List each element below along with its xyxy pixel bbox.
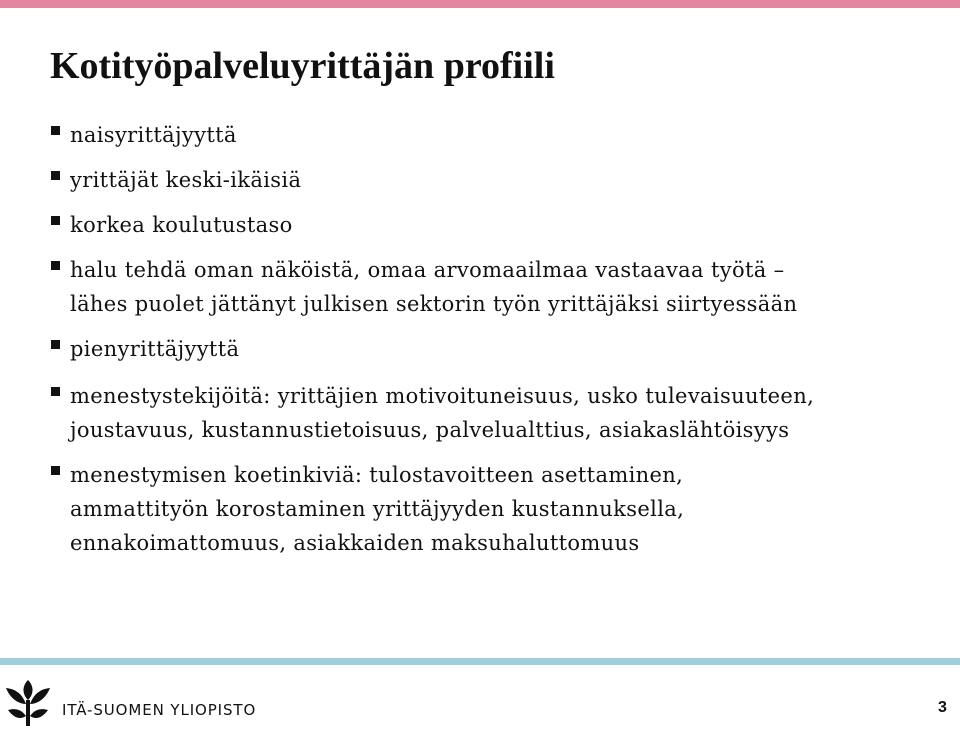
bullet-marker-icon [51, 387, 60, 396]
bottom-accent-bar [0, 658, 960, 665]
bullet-text [70, 163, 950, 197]
bullet-text [70, 253, 950, 321]
top-accent-bar [0, 0, 960, 8]
bullet-line: yrittäjät keski-ikäisiä [70, 168, 302, 192]
bullet-marker-icon [51, 340, 60, 349]
bullet-line: korkea koulutustaso [70, 213, 293, 237]
bullet-line: joustavuus, kustannustietoisuus, palvelualttius, asiakaslähtöisyys [70, 418, 790, 442]
bullet-line: halu tehdä oman näköistä, omaa arvomaailmaa vastaavaa työtä – [70, 258, 785, 282]
page-number: 3 [938, 699, 947, 716]
bullet-text [70, 379, 950, 447]
bullet-text [70, 332, 950, 366]
bullet-marker-icon [51, 466, 60, 475]
slide-title: Kotityöpalveluyrittäjän profiili [50, 45, 555, 87]
bullet-line: ammattityön korostaminen yrittäjyyden kustannuksella, [70, 497, 685, 521]
bullet-marker-icon [51, 216, 60, 225]
bullet-text [70, 458, 950, 560]
bullet-line: menestymisen koetinkiviä: tulostavoitteen asettaminen, [70, 463, 684, 487]
bullet-line: lähes puolet jättänyt julkisen sektorin työn yrittäjäksi siirtyessään [70, 292, 798, 316]
bullet-text [70, 118, 950, 152]
bullet-line: naisyrittäjyyttä [70, 123, 237, 147]
bullet-marker-icon [51, 261, 60, 270]
bullet-text [70, 208, 950, 242]
bullet-marker-icon [51, 171, 60, 180]
bullet-marker-icon [51, 126, 60, 135]
university-name: ITÄ-SUOMEN YLIOPISTO [62, 701, 257, 719]
bullet-line: pienyrittäjyyttä [70, 337, 240, 361]
uef-sprout-logo-icon [6, 680, 50, 726]
bullet-line: ennakoimattomuus, asiakkaiden maksuhaluttomuus [70, 531, 640, 555]
bullet-line: menestystekijöitä: yrittäjien motivoituneisuus, usko tulevaisuuteen, [70, 384, 815, 408]
